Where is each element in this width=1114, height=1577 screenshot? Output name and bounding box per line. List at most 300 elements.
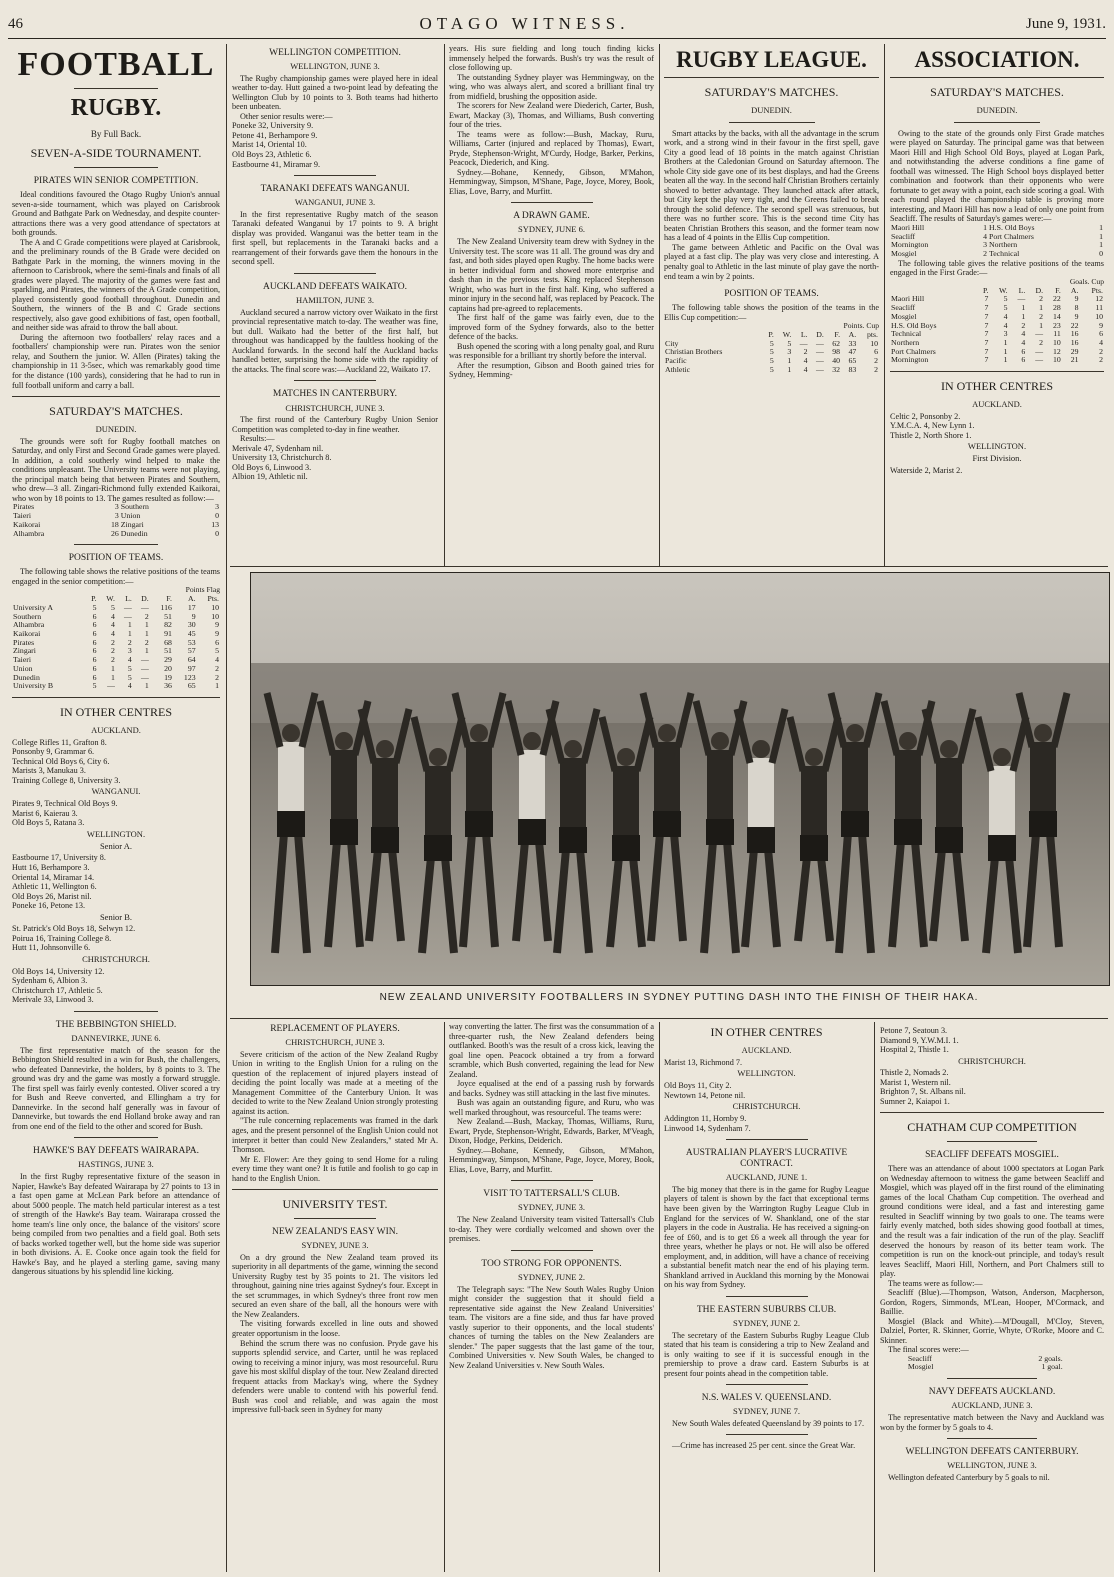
stat-cell: 2 bbox=[1039, 311, 1044, 321]
stat-cell: 3 bbox=[787, 347, 792, 357]
stat-cell: 3 bbox=[127, 646, 132, 656]
stat-cell: 4 bbox=[1021, 337, 1026, 347]
stat-cell: 6 bbox=[92, 611, 97, 621]
column-rule bbox=[444, 1022, 445, 1572]
divider bbox=[726, 1434, 808, 1435]
team-name-cell: Christian Brothers bbox=[665, 347, 723, 357]
team-name-cell: Alhambra bbox=[13, 620, 45, 630]
result-line: Technical Old Boys 6, City 6. bbox=[12, 756, 110, 766]
result-line: Poneke 16, Petone 13. bbox=[12, 901, 85, 911]
heading-bebbington-shield: THE BEBBINGTON SHIELD. bbox=[55, 1019, 177, 1030]
result-line: Marists 3, Manukau 3. bbox=[12, 766, 86, 776]
stat-cell: — bbox=[1035, 346, 1044, 356]
article-paragraph: The scorers for New Zealand were Diederich, Carter, Bush, Ewart, Mackay (3), Thomas, and Williams, Bush converting four of the tries. bbox=[449, 101, 654, 130]
stat-cell: 1 bbox=[1003, 337, 1008, 347]
stat-cell: 2 bbox=[1039, 337, 1044, 347]
stat-cell: 5 bbox=[1003, 303, 1008, 313]
stat-cell: 6 bbox=[92, 672, 97, 682]
stat-cell: 4 bbox=[127, 655, 132, 665]
stat-cell: 1 bbox=[1021, 311, 1026, 321]
column-rule bbox=[874, 1022, 875, 1572]
team-name-cell: Mornington bbox=[891, 355, 929, 365]
column-chatham-cup bbox=[880, 1022, 1104, 1572]
stat-cell: 45 bbox=[187, 628, 196, 638]
article-paragraph: The visiting forwards excelled in line outs and showed greater opportunism in the loose. bbox=[232, 1319, 438, 1338]
column-rule bbox=[226, 44, 227, 1572]
heading-saturdays-matches: SATURDAY'S MATCHES. bbox=[704, 85, 839, 99]
heading-christchurch: CHRISTCHURCH. bbox=[732, 1101, 801, 1112]
divider bbox=[890, 77, 1104, 78]
stat-cell: 6 bbox=[92, 637, 97, 647]
heading-chatham-cup: CHATHAM CUP COMPETITION bbox=[907, 1120, 1077, 1135]
dateline: CHRISTCHURCH, JUNE 3. bbox=[285, 1037, 385, 1048]
column-replacement-test bbox=[232, 1022, 438, 1572]
team-name-cell: Kaikorai bbox=[13, 628, 41, 638]
score-row: Seacliff 2 goals. bbox=[907, 1353, 1063, 1363]
heading-saturdays-matches: SATURDAY'S MATCHES. bbox=[930, 85, 1064, 99]
heading-dunedin: DUNEDIN. bbox=[95, 423, 137, 434]
result-line: Sumner 2, Kaiapoi 1. bbox=[880, 1096, 950, 1106]
stat-cell: 7 bbox=[984, 346, 989, 356]
divider bbox=[947, 1378, 1037, 1379]
stat-cell: 1 bbox=[144, 620, 149, 630]
result-line: College Rifles 11, Grafton 8. bbox=[12, 737, 107, 747]
column-university-tests bbox=[449, 44, 654, 564]
result-line: Thistle 2, North Shore 1. bbox=[890, 430, 972, 440]
result-line: Old Boys 23, Athletic 6. bbox=[232, 150, 312, 159]
article-paragraph: Wellington defeated Canterbury by 5 goals to nil. bbox=[888, 1472, 1050, 1482]
team-name-cell: University B bbox=[13, 681, 54, 691]
column-university-test-cont bbox=[449, 1022, 654, 1572]
stat-cell: 10 bbox=[211, 611, 219, 621]
stat-cell: 1 bbox=[787, 364, 792, 374]
filler-note: —Crime has increased 25 per cent. since the Great War. bbox=[672, 1441, 856, 1451]
result-line: Marist 1, Western nil. bbox=[880, 1077, 951, 1087]
section-title-rugby: RUGBY. bbox=[70, 95, 162, 121]
team-name-cell: Taieri bbox=[13, 655, 32, 665]
heading-dunedin: DUNEDIN. bbox=[976, 104, 1018, 115]
stat-cell: 4 bbox=[1021, 329, 1026, 339]
result-line: Poirua 16, Training College 8. bbox=[12, 933, 112, 943]
stat-cell: 2 bbox=[215, 672, 219, 682]
stat-cell: 16 bbox=[1070, 337, 1079, 347]
result-line: Merivale 47, Sydenham nil. bbox=[232, 443, 324, 453]
result-line: Old Boys 11, City 2. bbox=[664, 1081, 732, 1091]
stat-cell: 98 bbox=[832, 347, 841, 357]
stat-cell: 62 bbox=[832, 338, 841, 348]
results-list bbox=[12, 924, 220, 953]
results-list bbox=[12, 853, 220, 910]
stat-cell: 9 bbox=[215, 628, 219, 638]
heading-wanganui: WANGANUI. bbox=[91, 786, 141, 797]
stat-cell: 6 bbox=[874, 347, 878, 357]
dateline: WELLINGTON, JUNE 3. bbox=[290, 61, 380, 72]
divider bbox=[947, 1438, 1037, 1439]
result-line: Addington 11, Hornby 9. bbox=[664, 1114, 747, 1124]
team-name-cell: Athletic bbox=[665, 364, 691, 374]
stat-cell: 57 bbox=[187, 646, 196, 656]
stat-cell: 5 bbox=[92, 681, 97, 691]
stat-cell: 6 bbox=[92, 663, 97, 673]
result-line: Old Boys 5, Ratana 3. bbox=[12, 818, 85, 828]
stat-cell: 5 bbox=[110, 602, 115, 612]
stat-cell: 10 bbox=[1052, 337, 1061, 347]
stat-cell: 10 bbox=[870, 338, 878, 348]
stat-cell: 1 bbox=[110, 663, 115, 673]
stat-cell: 4 bbox=[803, 356, 808, 366]
stat-cell: 2 bbox=[874, 364, 878, 374]
dateline: SYDNEY, JUNE 7. bbox=[733, 1406, 800, 1417]
team-name-cell: Southern bbox=[13, 611, 42, 621]
standings-table bbox=[12, 595, 220, 691]
stat-cell: — bbox=[816, 338, 824, 348]
stat-cell: 6 bbox=[1021, 346, 1026, 356]
result-row: Kaikorai 18 Zingari 13 bbox=[13, 519, 219, 529]
article-paragraph: Behind the scrum there was no confusion. Pryde gave his supports splendid service, and Carter, until he was replaced owing to receiving a minor injury, was most resourceful. Ruru gave his most skilful display of the tour. New Zealand directed frequent attacks from Mackay's wing, where the Sydney defenders were unable to contend with his powerful fend. Bush was cool and reliable, and was again the most impressive full-back seen in Sydney for many bbox=[232, 1338, 438, 1415]
article-paragraph: New South Wales defeated Queensland by 39 points to 17. bbox=[672, 1418, 865, 1428]
divider bbox=[74, 1011, 157, 1012]
results-list bbox=[12, 738, 220, 786]
result-line: Eastbourne 17, University 8. bbox=[12, 853, 106, 863]
article-paragraph: Sydney.—Bohane, Kennedy, Gibson, M'Mahon, Hemmingway, Simpson, M'Shane, Page, Joyce, Morey, Book, Elias, Love, Barry, and Murfitt. bbox=[449, 167, 654, 196]
article-paragraph: The outstanding Sydney player was Hemmingway, on the wing, who was always alert, and scored a brilliant final try from midfield, brushing the opposition aside. bbox=[449, 72, 654, 101]
dateline: AUCKLAND, JUNE 3. bbox=[951, 1400, 1033, 1411]
section-title-rugby-league: RUGBY LEAGUE. bbox=[676, 47, 867, 72]
divider bbox=[12, 396, 220, 397]
article-paragraph: New Zealand.—Bush, Mackay, Thomas, Williams, Ruru, Ewart, Pryde, Stephenson-Wright, Edwards, Barker, M'Veagh, Dixon, Hodge, Perkins, Deiderich. bbox=[449, 1117, 654, 1146]
article-paragraph: Owing to the state of the grounds only First Grade matches were played on Saturday. The principal game was that between Maori Hill and High School Old Boys, played at Logan Park, and notwithstanding the adverse conditions a fine game of football was witnessed. The High School boys displayed better combination and footwork than their opponents who were fortunate to get away with a point, each side scoring a goal. With each round played the championship table is proving more interesting, and Maori Hill has now a lead of only one point from Seacliff. The results of Saturday's games were:— bbox=[890, 128, 1104, 224]
dateline: CHRISTCHURCH, JUNE 3. bbox=[285, 402, 385, 413]
table-header-row: P. W. L. D. F. A. Pts. bbox=[91, 594, 219, 604]
stat-cell: 20 bbox=[164, 663, 172, 673]
heading-dunedin: DUNEDIN. bbox=[751, 104, 792, 115]
article-paragraph: The grounds were soft for Rugby football matches on Saturday, and only First and Second Grade games were played. In addition, a cold southerly wind helped to make the conditions unpleasant. The University teams were not playing, the principal match being that between Pirates and Southern, who drew—3 all. Zingari-Richmond fully extended Kaikorai, who won by 18 points to 13. The games resulted as follow:— bbox=[12, 436, 220, 503]
results-list bbox=[232, 121, 438, 169]
stat-cell: — bbox=[124, 611, 132, 621]
result-line: Petone 7, Seatoun 3. bbox=[880, 1026, 948, 1035]
stat-cell: 5 bbox=[127, 663, 132, 673]
article-paragraph: Bush opened the scoring with a long penalty goal, and Ruru was responsible for a brilliant try shortly before the interval. bbox=[449, 341, 654, 361]
article-paragraph: The secretary of the Eastern Suburbs Rugby League Club stated that his team is considering a trip to New Zealand and is only waiting to see if it is successful enough in the premiership to prove a draw card. Eastern Suburbs is at present four points ahead in the competition table. bbox=[664, 1330, 869, 1378]
heading-first-division: First Division. bbox=[972, 453, 1022, 464]
stat-cell: 23 bbox=[1052, 320, 1061, 330]
stat-cell: — bbox=[816, 364, 824, 374]
divider bbox=[947, 1141, 1037, 1142]
heading-senior-b: Senior B. bbox=[99, 911, 133, 922]
stat-cell: 2 bbox=[110, 655, 115, 665]
column-rule bbox=[659, 1022, 660, 1572]
heading-canterbury: MATCHES IN CANTERBURY. bbox=[272, 389, 398, 400]
stat-cell: 1 bbox=[215, 681, 219, 691]
column-rugby-competitions bbox=[232, 44, 438, 564]
stat-cell: 83 bbox=[848, 364, 857, 374]
section-rule bbox=[230, 566, 1108, 567]
results-list bbox=[890, 466, 1104, 476]
result-line: Oriental 14, Miramar 14. bbox=[12, 872, 95, 882]
article-paragraph: Bush was again an outstanding figure, and Ruru, who was well marked throughout, was resourceful. The teams were: bbox=[449, 1098, 654, 1117]
stat-cell: 5 bbox=[215, 646, 219, 656]
stat-cell: 2 bbox=[144, 637, 149, 647]
stat-cell: 2 bbox=[803, 347, 808, 357]
article-paragraph: The representative match between the Navy and Auckland was won by the former by 5 goals to 4. bbox=[880, 1413, 1104, 1432]
issue-date: June 9, 1931. bbox=[1025, 15, 1106, 32]
table-header-row: P. W. L. D. F. A. pts. bbox=[768, 329, 878, 339]
team-name-cell: H.S. Old Boys bbox=[891, 320, 937, 330]
article-paragraph: After the resumption, Gibson and Booth gained tries for Sydney, Hemming- bbox=[449, 360, 654, 380]
team-name-cell: Union bbox=[13, 663, 33, 673]
stat-cell: 28 bbox=[1052, 303, 1061, 313]
article-paragraph: Auckland secured a narrow victory over Waikato in the first provincial representative match to-day. The weather was fine, but dull. Waikato had the better of the first half, but throughout was handicapped by the faultless hooking of the Auckland forwards. In the second half the Auckland backs handled better, surprising the home side with the rapidity of the attacks. The final score was:—Auckland 22, Waikato 17. bbox=[232, 307, 438, 374]
team-name-cell: University A bbox=[13, 602, 54, 612]
standings-table bbox=[664, 331, 879, 375]
column-league-other-centres bbox=[664, 1022, 869, 1572]
results-table bbox=[890, 224, 1104, 259]
team-name-cell: Technical bbox=[891, 329, 922, 339]
table-row bbox=[664, 366, 879, 375]
stat-cell: 21 bbox=[1070, 355, 1079, 365]
stat-cell: 4 bbox=[1099, 337, 1103, 347]
stat-cell: 1 bbox=[144, 681, 149, 691]
table-row bbox=[890, 356, 1104, 365]
stat-cell: 29 bbox=[1070, 346, 1079, 356]
stat-cell: 2 bbox=[110, 637, 115, 647]
heading-drawn-game: A DRAWN GAME. bbox=[513, 211, 590, 222]
result-line: Pirates 9, Technical Old Boys 9. bbox=[12, 799, 118, 809]
result-row: Pirates 3 Southern 3 bbox=[13, 502, 219, 512]
heading-wellington-canterbury: WELLINGTON DEFEATS CANTERBURY. bbox=[905, 1447, 1079, 1458]
stat-cell: 4 bbox=[127, 681, 132, 691]
column-rule bbox=[659, 44, 660, 566]
stat-cell: 53 bbox=[187, 637, 196, 647]
heading-navy-auckland: NAVY DEFEATS AUCKLAND. bbox=[928, 1387, 1056, 1398]
divider bbox=[232, 1189, 438, 1190]
stat-cell: 4 bbox=[1003, 320, 1008, 330]
article-paragraph: The following table shows the position of the teams in the Ellis Cup competition:— bbox=[664, 303, 879, 322]
divider bbox=[74, 544, 157, 545]
result-line: Celtic 2, Ponsonby 2. bbox=[890, 411, 961, 421]
article-paragraph: The first round of the Canterbury Rugby Union Senior Competition was completed to-day in fine weather. bbox=[232, 415, 438, 434]
heading-auckland: AUCKLAND. bbox=[972, 399, 1022, 409]
heading-christchurch: CHRISTCHURCH. bbox=[958, 1055, 1026, 1066]
stat-cell: 6 bbox=[92, 620, 97, 630]
result-line: Thistle 2, Nomads 2. bbox=[880, 1068, 949, 1078]
stat-cell: 4 bbox=[803, 364, 808, 374]
stat-cell: — bbox=[140, 602, 149, 612]
heading-saturdays-matches: SATURDAY'S MATCHES. bbox=[49, 404, 183, 419]
photo-illustration bbox=[251, 573, 1109, 985]
article-paragraph: Joyce equalised at the end of a passing rush by forwards and backs. Sydney was still attacking in the last five minutes. bbox=[449, 1079, 654, 1098]
dateline: AUCKLAND, JUNE 1. bbox=[725, 1172, 808, 1183]
result-line: Sydenham 6, Albion 3. bbox=[12, 976, 88, 986]
stat-cell: 1 bbox=[1021, 303, 1026, 313]
stat-cell: 1 bbox=[110, 672, 115, 682]
article-paragraph: During the afternoon two footballers' relay races and a footballers' championship were run. Pirates won the senior relay, and Southern the junior. W. Allen (Pirates) taking the championship in 11 3-5sec, which was remarkably good time for the distance (100 yards), considering that he had to run in full football uniform and carry a ball. bbox=[12, 332, 220, 390]
stat-cell: 5 bbox=[769, 356, 774, 366]
stat-cell: 116 bbox=[160, 602, 172, 612]
heading-seven-a-side: SEVEN-A-SIDE TOURNAMENT. bbox=[30, 146, 202, 161]
heading-auckland: AUCKLAND. bbox=[91, 724, 141, 735]
section-title-football: FOOTBALL bbox=[17, 46, 215, 83]
article-paragraph: The following table gives the relative positions of the teams engaged in the First Grade:— bbox=[890, 258, 1104, 278]
stat-cell: 1 bbox=[1039, 303, 1044, 313]
stat-cell: 2 bbox=[144, 611, 149, 621]
result-line: Petone 41, Berhampore 9. bbox=[232, 130, 318, 140]
stat-cell: 1 bbox=[127, 628, 132, 638]
stat-cell: 91 bbox=[164, 628, 172, 638]
section-title-association: ASSOCIATION. bbox=[914, 47, 1080, 72]
heading-nsw-queensland: N.S. WALES V. QUEENSLAND. bbox=[701, 1393, 832, 1404]
stat-cell: 12 bbox=[1095, 294, 1103, 304]
stat-cell: 7 bbox=[984, 355, 989, 365]
divider bbox=[294, 175, 376, 176]
stat-cell: 2 bbox=[215, 663, 219, 673]
result-line: Marist 14, Oriental 10. bbox=[232, 140, 307, 150]
stat-cell: 8 bbox=[1074, 303, 1079, 313]
article-paragraph: In the first representative Rugby match of the season Taranaki defeated Wanganui by 17 points to 9. A bright display was provided. Wanganui was the better team in the first spell, but replacements in the Taranaki backs and a rearrangement of their forwards gave them the honours in the second spell. bbox=[232, 209, 438, 267]
stat-cell: 7 bbox=[984, 320, 989, 330]
result-line: Ponsonby 9, Grammar 6. bbox=[12, 747, 95, 757]
stat-cell: — bbox=[816, 347, 824, 357]
divider bbox=[74, 1137, 157, 1138]
article-paragraph: The game between Athletic and Pacific on the Oval was played at a fast clip. The play was very close and interesting. A penalty goal to Athletic in the last minute of play gave the north-end team a win by 2 points. bbox=[664, 242, 879, 281]
stat-cell: 9 bbox=[1099, 320, 1103, 330]
article-paragraph: Ideal conditions favoured the Otago Rugby Union's annual seven-a-side tournament, which was played on Carisbrook Ground and Bathgate Park on Wednesday, and despite counter-attractions there was a very good attendance of spectators at both grounds. bbox=[12, 190, 220, 238]
heading-wellington: WELLINGTON. bbox=[737, 1068, 796, 1079]
haka-photograph bbox=[250, 572, 1110, 986]
divider bbox=[511, 202, 593, 203]
stat-cell: 10 bbox=[1095, 311, 1103, 321]
table-group-label: Points Flag bbox=[185, 585, 220, 595]
result-line: Athletic 11, Wellington 6. bbox=[12, 882, 97, 892]
result-line: Albion 19, Athletic nil. bbox=[232, 472, 308, 482]
heading-tattersalls: VISIT TO TATTERSALL'S CLUB. bbox=[483, 1189, 620, 1200]
dateline: SYDNEY, JUNE 3. bbox=[301, 1240, 369, 1251]
score-row: Mosgiel 1 goal. bbox=[907, 1362, 1063, 1372]
stat-cell: 6 bbox=[92, 628, 97, 638]
result-line: Marist 13, Richmond 7. bbox=[664, 1057, 743, 1067]
article-paragraph: In the first Rugby representative fixture of the season in Napier, Hawke's Bay defeated Wairarapa by 27 points to 13 in a fast open game at McLean Park before an attendance of about 5000 people. The match held particular interest as a test of strength of the Hawke's Bay team. Wairarapa crossed the home team's line only once, the balance of the visitors' score being compiled from two penalties and a field goal. Both sets of backs worked together well, but the home side was superior in both divisions. A. E. Cooke once again took the field for Hawke's Bay, and he played a sterling game, saving many dangerous situations by his splendid line kicking. bbox=[12, 1172, 220, 1277]
divider bbox=[726, 1384, 808, 1385]
stat-cell: 2 bbox=[127, 637, 132, 647]
stat-cell: 64 bbox=[187, 655, 196, 665]
result-line: Old Boys 26, Marist nil. bbox=[12, 891, 92, 901]
photo-caption: NEW ZEALAND UNIVERSITY FOOTBALLERS IN SYDNEY PUTTING DASH INTO THE FINISH OF THEIR HAKA. bbox=[379, 992, 979, 1003]
stat-cell: — bbox=[799, 338, 808, 348]
result-row: Mosgiel 2 Technical 0 bbox=[891, 249, 1103, 259]
article-paragraph: The first representative match of the season for the Bebbington Shield resulted in a win for Bush, the challengers, who defeated Dannevirke, the holders, by 8 points to 3. The ground was dry and the game was mostly a forward struggle. The first spell was fairly evenly contested. Oliver scored a try for Bush and Reeve converted, and Ellingham a try for Dannevirke. In the second half generally was in favour of Dannevirke, but towards the end Holland broke away and ran from one end of the field to the other and scored for Bush. bbox=[12, 1045, 220, 1131]
stat-cell: 6 bbox=[1099, 329, 1103, 339]
heading-auckland: AUCKLAND. bbox=[741, 1044, 792, 1055]
stat-cell: 123 bbox=[183, 672, 196, 682]
results-list bbox=[890, 412, 1104, 441]
result-line: Waterside 2, Marist 2. bbox=[890, 466, 963, 476]
article-paragraph: The Telegraph says: "The New South Wales Rugby Union might consider the suggestion that it should field a representative side against the New Zealand Universities' team. The visitors are a fine side, and thus far have proved vastly superior to their opponents, and the local students' chances of turning the tables on the New Zealanders are slender." The paper suggests that the last game of the tour, Combined Universities v. New South Wales, be changed to New Zealand Universities v. New South Wales. bbox=[449, 1284, 654, 1370]
result-line: Diamond 9, Y.W.M.I. 1. bbox=[880, 1035, 959, 1045]
article-paragraph: way converting the latter. The first was the consummation of a three-quarter rush, the New Zealand defenders being outflanked. Booth's was the result of a cross kick, leaving the goal line open. Peacock obtained a try from a forward scramble, which Bush converted, regaining the lead for New Zealand. bbox=[449, 1022, 654, 1079]
stat-cell: 4 bbox=[1003, 311, 1008, 321]
article-paragraph: The first half of the game was fairly even, due to the improved form of the Sydney forwards, also to the better defence of the backs. bbox=[449, 313, 654, 342]
result-row: Seacliff 4 Port Chalmers 1 bbox=[891, 231, 1103, 241]
newspaper-title: OTAGO WITNESS. bbox=[419, 14, 630, 33]
heading-position-of-teams: POSITION OF TEAMS. bbox=[724, 289, 819, 300]
divider bbox=[664, 77, 879, 78]
result-line: Old Boys 6, Linwood 3. bbox=[232, 462, 312, 472]
stat-cell: — bbox=[124, 602, 132, 612]
stat-cell: 4 bbox=[110, 620, 115, 630]
final-scores-table bbox=[907, 1355, 1064, 1372]
divider bbox=[890, 371, 1104, 372]
heading-senior-a: Senior A. bbox=[99, 840, 133, 851]
stat-cell: — bbox=[140, 655, 149, 665]
result-line: Brighton 7, St. Albans nil. bbox=[880, 1087, 966, 1097]
column-association bbox=[890, 44, 1104, 564]
stat-cell: 5 bbox=[127, 672, 132, 682]
heading-wellington: WELLINGTON. bbox=[86, 828, 146, 839]
result-line: Linwood 14, Sydenham 7. bbox=[664, 1123, 751, 1133]
article-paragraph: Smart attacks by the backs, with all the advantage in the scrum work, and a strong wind in their favour in the first spell, gave City a good lead of 18 points in the match against Christian Brothers at the Caledonian Ground on Saturday afternoon. The whole City side gave one of its best displays, and had the Greens beaten all the way. In the second half Christian Brothers certainly showed to better advantage. They launched attack after attack, but City kept the play very tight, and the Greens failed to break through the solid defence. The second spell was strenuous, but there was no further score. This is the second time City has beaten Christian Brothers this season, and the former team now has a lead of 4 points in the Ellis Cup competition. bbox=[664, 128, 879, 243]
results-list bbox=[880, 1026, 1104, 1055]
standings-table bbox=[890, 287, 1104, 365]
results-list bbox=[12, 967, 220, 1005]
divider bbox=[880, 1112, 1104, 1113]
results-list bbox=[664, 1081, 869, 1100]
team-name-cell: Pacific bbox=[665, 356, 687, 366]
heading-hawkes-bay: HAWKE'S BAY DEFEATS WAIRARAPA. bbox=[33, 1146, 199, 1157]
result-row: Maori Hill 1 H.S. Old Boys 1 bbox=[891, 222, 1103, 232]
stat-cell: 2 bbox=[1039, 294, 1044, 304]
results-table bbox=[12, 503, 220, 538]
divider bbox=[74, 88, 157, 89]
stat-cell: 7 bbox=[984, 329, 989, 339]
column-rule bbox=[884, 44, 885, 566]
stat-cell: 65 bbox=[848, 356, 857, 366]
section-rule bbox=[230, 1018, 1108, 1019]
stat-cell: 6 bbox=[92, 655, 97, 665]
stat-cell: 5 bbox=[1003, 294, 1008, 304]
article-paragraph: The A and C Grade competitions were played at Carisbrook, and the preliminary rounds of the B Grade were decided on Bathgate Park in the morning, the winners moving in the afternoon to Carisbrook, where the semi-finals and finals of all grades were played. The majority of the games were fast and sparkling, and Pirates, the winners of the A Grade competition, played consistently good football throughout. Dunedin and Southern, the winners of the B and C Grade sections respectively, also gave good exhibitions of fast, open football, and neither side was afraid to throw the ball about. bbox=[12, 237, 220, 333]
heading-auckland-waikato: AUCKLAND DEFEATS WAIKATO. bbox=[263, 282, 407, 292]
results-list bbox=[664, 1058, 869, 1068]
stat-cell: 4 bbox=[110, 628, 115, 638]
stat-cell: 5 bbox=[769, 364, 774, 374]
heading-university-test: UNIVERSITY TEST. bbox=[282, 1197, 388, 1212]
result-line: Training College 8, University 3. bbox=[12, 775, 121, 785]
heading-seacliff-mosgiel: SEACLIFF DEFEATS MOSGIEL. bbox=[925, 1150, 1059, 1161]
dateline: HAMILTON, JUNE 3. bbox=[296, 295, 374, 306]
stat-cell: 65 bbox=[187, 681, 196, 691]
stat-cell: 51 bbox=[164, 646, 172, 656]
stat-cell: 9 bbox=[215, 620, 219, 630]
stat-cell: — bbox=[1017, 294, 1026, 304]
stat-cell: 9 bbox=[1074, 311, 1079, 321]
team-name-cell: Northern bbox=[891, 337, 920, 347]
results-list bbox=[664, 1114, 869, 1133]
heading-australian-player: AUSTRALIAN PLAYER'S LUCRATIVE CONTRACT. bbox=[685, 1148, 848, 1170]
team-name-cell: Port Chalmers bbox=[891, 346, 936, 356]
heading-wellington: WELLINGTON. bbox=[967, 441, 1027, 452]
stat-cell: 1 bbox=[127, 620, 132, 630]
stat-cell: 1 bbox=[787, 356, 792, 366]
stat-cell: 47 bbox=[848, 347, 857, 357]
stat-cell: 1 bbox=[1003, 346, 1008, 356]
result-line: Old Boys 14, University 12. bbox=[12, 966, 105, 976]
stat-cell: 22 bbox=[1052, 294, 1061, 304]
heading-too-strong: TOO STRONG FOR OPPONENTS. bbox=[481, 1258, 622, 1269]
article-paragraph: The New Zealand University team drew with Sydney in the University test. The score was 11 all. The ground was dry and fast, and both sides played open Rugby. The home backs were in better individual form and showed more enterprise and dash than in the previous tests. King replaced Stephenson Wright, who was hurt in the first half. King, who suffered a minor injury in the second half, was replaced by Peacock. The captains had pre-agreed to replacements. bbox=[449, 237, 654, 313]
stat-cell: 82 bbox=[164, 620, 172, 630]
result-line: Hospital 2, Thistle 1. bbox=[880, 1045, 949, 1055]
stat-cell: 51 bbox=[164, 611, 172, 621]
